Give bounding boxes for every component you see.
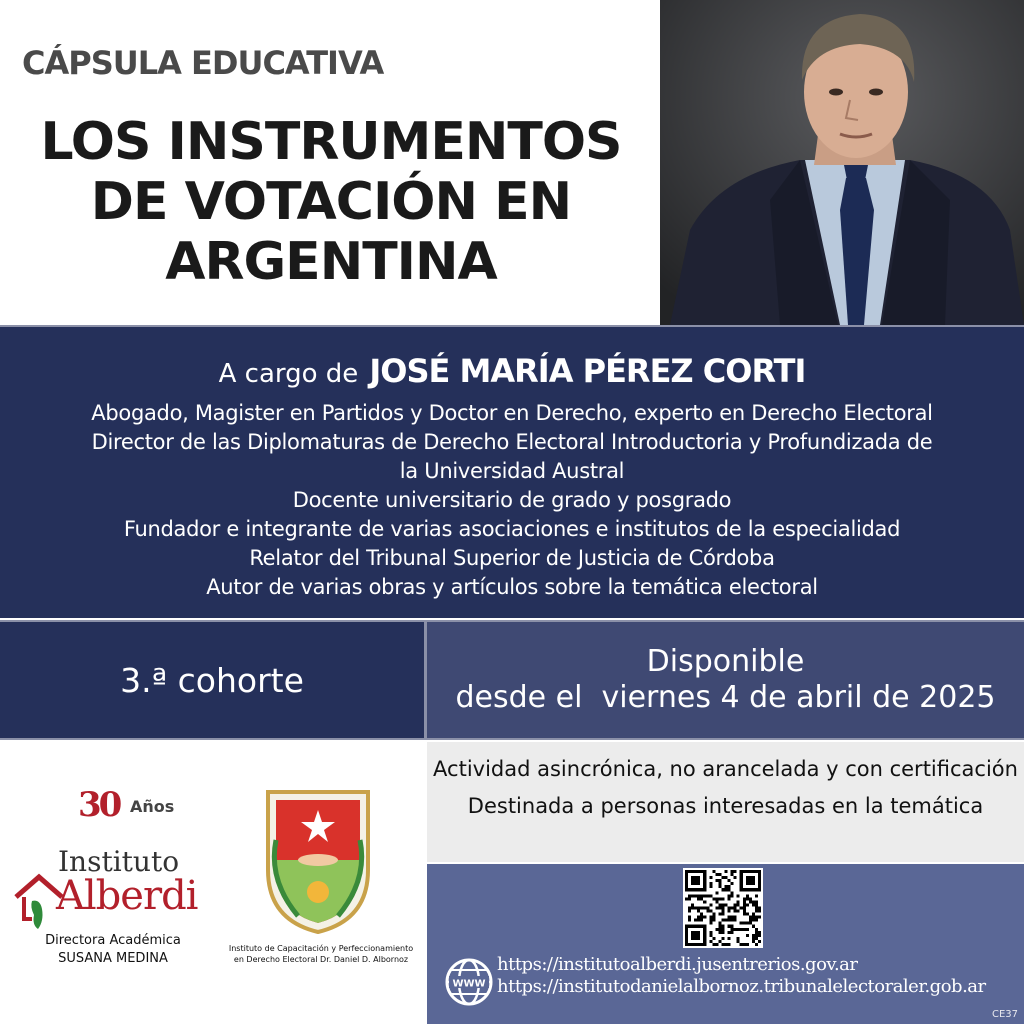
bio-line: Autor de varias obras y artículos sobre la temática electoral — [206, 575, 818, 599]
anniversary-word: Años — [130, 797, 175, 816]
speaker-photo — [660, 0, 1024, 325]
speaker-bio — [0, 325, 1024, 618]
audience-note: Destinada a personas interesadas en la temática — [467, 794, 984, 818]
bio-lines — [0, 399, 1024, 602]
availability-box — [427, 620, 1024, 740]
director-name: SUSANA MEDINA — [58, 951, 168, 966]
piece-code: CE37 — [991, 1009, 1018, 1020]
kicker-label: CÁPSULA EDUCATIVA — [22, 44, 384, 82]
speaker-heading — [0, 349, 1024, 393]
globe-icon — [443, 956, 495, 1008]
availability-title: Disponible — [646, 644, 805, 679]
bio-line: Docente universitario de grado y posgrado — [292, 488, 732, 512]
speaker-portrait-illustration — [660, 0, 1024, 325]
title-line: DE VOTACIÓN EN — [90, 172, 572, 232]
bio-line: Director de las Diplomaturas de Derecho Electoral Introductoria y Profundizada de — [91, 430, 933, 454]
title-line: LOS INSTRUMENTOS — [40, 112, 622, 172]
activity-type-note: Actividad asincrónica, no arancelada y con certificación — [433, 757, 1018, 781]
albornoz-seal — [258, 780, 378, 938]
qr-code[interactable] — [683, 868, 763, 948]
speaker-name: JOSÉ MARÍA PÉREZ CORTI — [369, 352, 806, 390]
svg-text:WWW: WWW — [452, 978, 486, 990]
alberdi-word: Alberdi — [56, 873, 198, 919]
availability-date: desde el viernes 4 de abril de 2025 — [455, 680, 996, 715]
instituto-word: Instituto — [58, 845, 180, 878]
page-title — [18, 112, 644, 292]
cohort-label: 3.ª cohorte — [120, 660, 304, 700]
links-box — [427, 864, 1024, 1024]
bio-line: la Universidad Austral — [399, 459, 625, 483]
anniversary-number: 30 — [78, 785, 120, 825]
instituto-alberdi-logo — [8, 785, 218, 975]
activity-notes — [427, 742, 1024, 862]
bio-line: Abogado, Magister en Partidos y Doctor en Derecho, experto en Derecho Electoral — [91, 401, 933, 425]
bio-line: Relator del Tribunal Superior de Justicia de Córdoba — [249, 546, 775, 570]
qr-code-pattern — [685, 870, 761, 946]
cohort-box — [0, 620, 424, 740]
header — [0, 0, 660, 322]
bio-line: Fundador e integrante de varias asociaciones e institutos de la especialidad — [123, 517, 901, 541]
link-instituto-alberdi[interactable]: https://institutoalberdi.jusentrerios.gov.ar — [497, 954, 858, 975]
speaker-prefix: A cargo de — [218, 359, 359, 389]
director-label: Directora Académica — [45, 933, 181, 948]
albornoz-caption: Instituto de Capacitación y Perfeccionamiento en Derecho Electoral Dr. Daniel D. Albornoz — [228, 944, 414, 964]
link-instituto-albornoz[interactable]: https://institutodanielalbornoz.tribunalelectoraler.gob.ar — [497, 976, 986, 997]
title-line: ARGENTINA — [165, 232, 497, 292]
